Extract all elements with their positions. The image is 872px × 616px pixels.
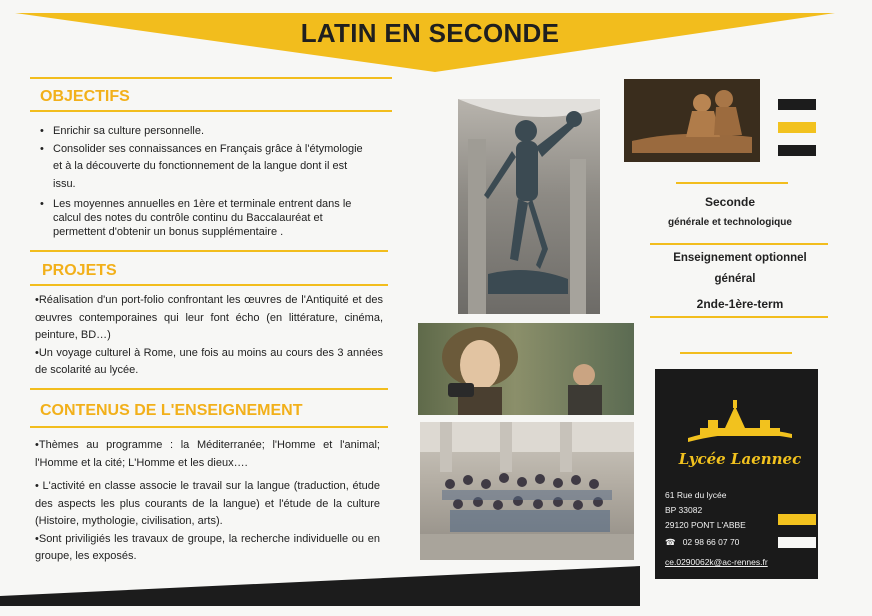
decor-bar (778, 537, 816, 548)
section-title-objectifs: OBJECTIFS (40, 88, 130, 105)
section-title-projets: PROJETS (42, 262, 117, 279)
medusa-film-photo (418, 323, 634, 415)
objectif-item: • Consolider ses connaissances en Français grâce à l'étymologie et à la découverte du fonctionnement de la langue dont il est issu. (53, 141, 365, 194)
page-title: LATIN EN SECONDE (300, 18, 560, 48)
objectif-item: • Enrichir sa culture personnelle. (53, 123, 365, 141)
level-line1: Seconde (704, 195, 755, 209)
option-line2: général (714, 273, 756, 285)
decor-bar (778, 122, 816, 133)
phone-icon: ☎ (665, 537, 676, 547)
contenu-item: •Thèmes au programme : la Méditerranée; l'Homme et l'animal; l'Homme et la cité; L'Homme et les dieux…. (35, 439, 380, 469)
group-photo (420, 422, 634, 560)
divider (676, 182, 788, 184)
section-title-contenus: CONTENUS DE L'ENSEIGNEMENT (40, 402, 303, 419)
contenu-item: •Sont priviligiés les travaux de groupe, la recherche individuelle ou en groupe, les exposés. (35, 532, 380, 562)
phone-row (665, 534, 739, 550)
divider (680, 352, 792, 354)
divider (650, 243, 828, 245)
address-line: 61 Rue du lycée (665, 490, 727, 500)
option-line3: 2nde-1ère-term (696, 297, 784, 311)
address-line: 29120 PONT L'ABBE (665, 520, 746, 530)
sarcophagus-photo (624, 79, 760, 162)
school-name: Lycée Laennec (678, 450, 802, 468)
level-line2: générale et technologique (668, 217, 792, 228)
option-line1: Enseignement optionnel (673, 252, 807, 264)
contenu-item: • L'activité en classe associe le travail sur la langue (traduction, étude des aspects les plus courants de la langue) et l'étude de la culture (Histoire, mythologie, civilisation, arts). (35, 480, 380, 527)
address-line: BP 33082 (665, 505, 703, 515)
phone-number: 02 98 66 07 70 (682, 537, 740, 547)
decor-bar (778, 514, 816, 525)
divider (650, 316, 828, 318)
email-link[interactable]: ce.0290062k@ac-rennes.fr (665, 557, 768, 567)
decor-bar (778, 145, 816, 156)
projet-item: •Un voyage culturel à Rome, une fois au moins au cours des 3 années de scolarité au lycée. (35, 346, 383, 376)
objectif-item: • Les moyennes annuelles en 1ère et terminale entrent dans le calcul des notes du contrôle continu du Baccalauréat et permettent d'obtenir un bonus supplémentaire . (53, 197, 365, 239)
perseus-statue-photo (458, 99, 600, 314)
decor-bar (778, 99, 816, 110)
projet-item: •Réalisation d'un port-folio confrontant les œuvres de l'Antiquité et des œuvres contemporaines qui leur font écho (en littérature, cinéma, peinture, BD…) (35, 294, 383, 341)
school-logo-icon (680, 398, 800, 450)
